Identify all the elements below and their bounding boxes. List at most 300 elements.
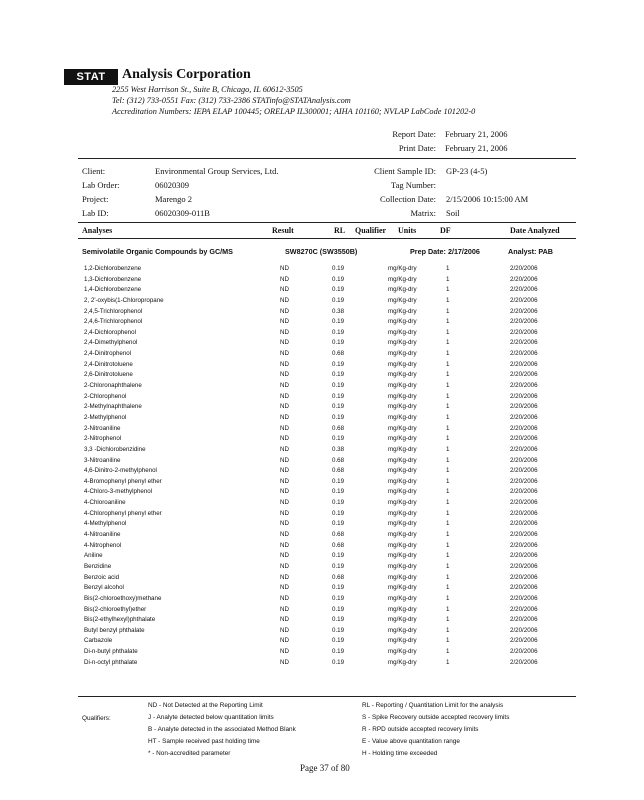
result-value: ND — [280, 445, 289, 453]
report-date-label: Report Date: — [392, 129, 436, 139]
company-name: Analysis Corporation — [122, 67, 251, 82]
client-value: Environmental Group Services, Ltd. — [155, 166, 279, 176]
col-analyses: Analyses — [82, 226, 113, 235]
table-row — [80, 349, 590, 360]
date-analyzed-value: 2/20/2006 — [510, 605, 538, 613]
project-value: Marengo 2 — [155, 194, 193, 204]
rl-value: 0.19 — [332, 648, 345, 656]
analyte-name: 2,4-Dinitrotoluene — [84, 360, 133, 368]
rl-value: 0.19 — [332, 637, 345, 645]
date-analyzed-value: 2/20/2006 — [510, 413, 538, 421]
rl-value: 0.19 — [332, 296, 345, 304]
df-value: 1 — [446, 286, 450, 294]
analyte-name: Carbazole — [84, 637, 113, 645]
rl-value: 0.19 — [332, 360, 345, 368]
units-value: mg/Kg-dry — [388, 616, 417, 624]
qualifier-h: H - Holding time exceeded — [362, 750, 438, 757]
rl-value: 0.19 — [332, 616, 345, 624]
rl-value: 0.19 — [332, 509, 345, 517]
lab-order-label: Lab Order: — [82, 180, 120, 190]
table-row — [80, 636, 590, 647]
units-value: mg/Kg-dry — [388, 499, 417, 507]
result-value: ND — [280, 584, 289, 592]
units-value: mg/Kg-dry — [388, 658, 417, 666]
rl-value: 0.68 — [332, 573, 345, 581]
date-analyzed-value: 2/20/2006 — [510, 594, 538, 602]
col-result: Result — [272, 226, 294, 235]
result-value: ND — [280, 477, 289, 485]
date-analyzed-value: 2/20/2006 — [510, 584, 538, 592]
df-value: 1 — [446, 339, 450, 347]
analyte-name: Di-n-butyl phthalate — [84, 648, 138, 656]
df-value: 1 — [446, 477, 450, 485]
divider — [78, 696, 576, 697]
table-row — [80, 264, 590, 275]
result-value: ND — [280, 637, 289, 645]
df-value: 1 — [446, 360, 450, 368]
df-value: 1 — [446, 435, 450, 443]
analyte-name: 4-Chloro-3-methylphenol — [84, 488, 153, 496]
analyte-name: 4-Chloroaniline — [84, 499, 126, 507]
df-value: 1 — [446, 648, 450, 656]
result-value: ND — [280, 531, 289, 539]
rl-value: 0.68 — [332, 456, 345, 464]
qualifier-nd: ND - Not Detected at the Reporting Limit — [148, 702, 263, 709]
collection-date-label: Collection Date: — [380, 194, 436, 204]
collection-date-value: 2/15/2006 10:15:00 AM — [446, 194, 529, 204]
client-label: Client: — [82, 166, 106, 176]
analyte-name: 2-Nitrophenol — [84, 435, 122, 443]
df-value: 1 — [446, 594, 450, 602]
df-value: 1 — [446, 552, 450, 560]
table-row — [80, 530, 590, 541]
table-row — [80, 477, 590, 488]
result-value: ND — [280, 435, 289, 443]
col-units: Units — [398, 226, 417, 235]
df-value: 1 — [446, 296, 450, 304]
df-value: 1 — [446, 350, 450, 358]
method-code: SW8270C (SW3550B) — [285, 247, 358, 256]
analyst: Analyst: PAB — [508, 247, 553, 256]
df-value: 1 — [446, 562, 450, 570]
df-value: 1 — [446, 584, 450, 592]
rl-value: 0.19 — [332, 658, 345, 666]
units-value: mg/Kg-dry — [388, 573, 417, 581]
date-analyzed-value: 2/20/2006 — [510, 616, 538, 624]
df-value: 1 — [446, 382, 450, 390]
qualifier-rl: RL - Reporting / Quantitation Limit for the analysis — [362, 702, 504, 709]
table-row — [80, 466, 590, 477]
units-value: mg/Kg-dry — [388, 456, 417, 464]
rl-value: 0.68 — [332, 350, 345, 358]
rl-value: 0.19 — [332, 584, 345, 592]
analyte-name: Benzyl alcohol — [84, 584, 124, 592]
table-row — [80, 519, 590, 530]
result-value: ND — [280, 626, 289, 634]
date-analyzed-value: 2/20/2006 — [510, 626, 538, 634]
analyte-name: 2-Methylphenol — [84, 413, 127, 421]
rl-value: 0.68 — [332, 541, 345, 549]
result-value: ND — [280, 371, 289, 379]
result-value: ND — [280, 552, 289, 560]
result-value: ND — [280, 509, 289, 517]
analyte-name: 1,3-Dichlorobenzene — [84, 275, 142, 283]
table-row — [80, 487, 590, 498]
df-value: 1 — [446, 467, 450, 475]
date-analyzed-value: 2/20/2006 — [510, 296, 538, 304]
result-value: ND — [280, 265, 289, 272]
lab-id-label: Lab ID: — [82, 208, 109, 218]
table-row — [80, 402, 590, 413]
units-value: mg/Kg-dry — [388, 488, 417, 496]
units-value: mg/Kg-dry — [388, 648, 417, 656]
units-value: mg/Kg-dry — [388, 477, 417, 485]
df-value: 1 — [446, 392, 450, 400]
result-value: ND — [280, 328, 289, 336]
date-analyzed-value: 2/20/2006 — [510, 477, 538, 485]
date-analyzed-value: 2/20/2006 — [510, 328, 538, 336]
analyte-name: 1,4-Dichlorobenzene — [84, 286, 142, 294]
result-value: ND — [280, 658, 289, 666]
table-row — [80, 328, 590, 339]
accreditation-numbers: Accreditation Numbers: IEPA ELAP 100445; ORELAP IL300001; AIHA 101160; NVLAP LabCode 101202-0 — [112, 107, 476, 116]
rl-value: 0.19 — [332, 286, 345, 294]
date-analyzed-value: 2/20/2006 — [510, 573, 538, 581]
analyte-name: 3,3 -Dichlorobenzidine — [84, 445, 146, 453]
date-analyzed-value: 2/20/2006 — [510, 467, 538, 475]
rl-value: 0.19 — [332, 413, 345, 421]
report-date: February 21, 2006 — [445, 129, 508, 139]
date-analyzed-value: 2/20/2006 — [510, 435, 538, 443]
company-address: 2255 West Harrison St., Suite B, Chicago, IL 60612-3505 — [112, 85, 303, 94]
rl-value: 0.38 — [332, 445, 345, 453]
table-row — [80, 392, 590, 403]
units-value: mg/Kg-dry — [388, 371, 417, 379]
rl-value: 0.19 — [332, 339, 345, 347]
rl-value: 0.19 — [332, 488, 345, 496]
analyte-name: Di-n-octyl phthalate — [84, 658, 138, 666]
date-analyzed-value: 2/20/2006 — [510, 552, 538, 560]
analyte-name: 2,4-Dinitrophenol — [84, 350, 132, 358]
result-value: ND — [280, 467, 289, 475]
rl-value: 0.19 — [332, 435, 345, 443]
df-value: 1 — [446, 456, 450, 464]
df-value: 1 — [446, 328, 450, 336]
divider — [78, 222, 576, 223]
analyte-name: 3-Nitroaniline — [84, 456, 121, 464]
units-value: mg/Kg-dry — [388, 403, 417, 411]
result-value: ND — [280, 520, 289, 528]
analyte-name: 4,6-Dinitro-2-methylphenol — [84, 467, 157, 475]
table-row — [80, 551, 590, 562]
analyte-name: Bis(2-ethylhexyl)phthalate — [84, 616, 156, 624]
units-value: mg/Kg-dry — [388, 296, 417, 304]
table-row — [80, 424, 590, 435]
rl-value: 0.19 — [332, 328, 345, 336]
date-analyzed-value: 2/20/2006 — [510, 339, 538, 347]
units-value: mg/Kg-dry — [388, 307, 417, 315]
rl-value: 0.19 — [332, 552, 345, 560]
units-value: mg/Kg-dry — [388, 541, 417, 549]
analyte-name: 2,4-Dimethylphenol — [84, 339, 138, 347]
rl-value: 0.19 — [332, 605, 345, 613]
analyte-name: 2-Nitroaniline — [84, 424, 121, 432]
table-row — [80, 275, 590, 286]
rl-value: 0.19 — [332, 477, 345, 485]
date-analyzed-value: 2/20/2006 — [510, 541, 538, 549]
analyte-name: Bis(2-chloroethyl)ether — [84, 605, 147, 613]
df-value: 1 — [446, 520, 450, 528]
rl-value: 0.19 — [332, 275, 345, 283]
date-analyzed-value: 2/20/2006 — [510, 520, 538, 528]
result-value: ND — [280, 296, 289, 304]
units-value: mg/Kg-dry — [388, 339, 417, 347]
table-row — [80, 434, 590, 445]
df-value: 1 — [446, 424, 450, 432]
date-analyzed-value: 2/20/2006 — [510, 318, 538, 326]
rl-value: 0.38 — [332, 307, 345, 315]
units-value: mg/Kg-dry — [388, 265, 417, 272]
rl-value: 0.19 — [332, 371, 345, 379]
df-value: 1 — [446, 275, 450, 283]
analyte-name: 4-Bromophenyl phenyl ether — [84, 477, 162, 485]
units-value: mg/Kg-dry — [388, 605, 417, 613]
print-date-label: Print Date: — [398, 143, 436, 153]
col-df: DF — [440, 226, 451, 235]
result-value: ND — [280, 456, 289, 464]
date-analyzed-value: 2/20/2006 — [510, 509, 538, 517]
units-value: mg/Kg-dry — [388, 382, 417, 390]
date-analyzed-value: 2/20/2006 — [510, 499, 538, 507]
units-value: mg/Kg-dry — [388, 413, 417, 421]
result-value: ND — [280, 392, 289, 400]
result-value: ND — [280, 339, 289, 347]
result-value: ND — [280, 403, 289, 411]
rl-value: 0.19 — [332, 520, 345, 528]
result-value: ND — [280, 424, 289, 432]
result-value: ND — [280, 648, 289, 656]
divider — [78, 158, 576, 159]
table-row — [80, 307, 590, 318]
units-value: mg/Kg-dry — [388, 509, 417, 517]
result-value: ND — [280, 307, 289, 315]
date-analyzed-value: 2/20/2006 — [510, 286, 538, 294]
date-analyzed-value: 2/20/2006 — [510, 456, 538, 464]
matrix-value: Soil — [446, 208, 460, 218]
table-row — [80, 626, 590, 637]
table-row — [80, 285, 590, 296]
method-title: Semivolatile Organic Compounds by GC/MS — [82, 247, 233, 256]
df-value: 1 — [446, 413, 450, 421]
units-value: mg/Kg-dry — [388, 328, 417, 336]
analyte-name: 2,4,5-Trichlorophenol — [84, 307, 143, 315]
date-analyzed-value: 2/20/2006 — [510, 350, 538, 358]
table-row — [80, 583, 590, 594]
table-row — [80, 445, 590, 456]
table-row — [80, 413, 590, 424]
units-value: mg/Kg-dry — [388, 360, 417, 368]
units-value: mg/Kg-dry — [388, 435, 417, 443]
units-value: mg/Kg-dry — [388, 531, 417, 539]
units-value: mg/Kg-dry — [388, 275, 417, 283]
qualifier-star: * - Non-accredited parameter — [148, 750, 231, 757]
qualifier-j: J - Analyte detected below quantitation limits — [148, 714, 274, 721]
matrix-label: Matrix: — [410, 208, 436, 218]
table-row — [80, 594, 590, 605]
analyte-name: 2-Methylnaphthalene — [84, 403, 142, 411]
date-analyzed-value: 2/20/2006 — [510, 562, 538, 570]
df-value: 1 — [446, 541, 450, 549]
analyte-name: Aniline — [84, 552, 103, 560]
df-value: 1 — [446, 265, 450, 272]
units-value: mg/Kg-dry — [388, 552, 417, 560]
table-row — [80, 296, 590, 307]
table-row — [80, 605, 590, 616]
results-table — [80, 264, 590, 668]
units-value: mg/Kg-dry — [388, 350, 417, 358]
analyte-name: 4-Chlorophenyl phenyl ether — [84, 509, 162, 517]
date-analyzed-value: 2/20/2006 — [510, 392, 538, 400]
df-value: 1 — [446, 605, 450, 613]
table-row — [80, 573, 590, 584]
analyte-name: 2,4,6-Trichlorophenol — [84, 318, 143, 326]
table-row — [80, 338, 590, 349]
table-row — [80, 658, 590, 669]
df-value: 1 — [446, 488, 450, 496]
date-analyzed-value: 2/20/2006 — [510, 637, 538, 645]
page-number: Page 37 of 80 — [300, 763, 350, 773]
df-value: 1 — [446, 509, 450, 517]
result-value: ND — [280, 594, 289, 602]
table-row — [80, 509, 590, 520]
result-value: ND — [280, 488, 289, 496]
project-label: Project: — [82, 194, 109, 204]
df-value: 1 — [446, 403, 450, 411]
table-row — [80, 456, 590, 467]
qualifier-e: E - Value above quantitation range — [362, 738, 460, 745]
rl-value: 0.68 — [332, 424, 345, 432]
table-row — [80, 317, 590, 328]
analyte-name: 4-Nitrophenol — [84, 541, 122, 549]
analyte-name: 2-Chloronaphthalene — [84, 382, 142, 390]
units-value: mg/Kg-dry — [388, 637, 417, 645]
result-value: ND — [280, 286, 289, 294]
units-value: mg/Kg-dry — [388, 445, 417, 453]
qualifier-s: S - Spike Recovery outside accepted recovery limits — [362, 714, 510, 721]
analyte-name: 4-Methylphenol — [84, 520, 127, 528]
col-date-analyzed: Date Analyzed — [510, 226, 560, 235]
divider — [78, 238, 576, 239]
result-value: ND — [280, 318, 289, 326]
result-value: ND — [280, 605, 289, 613]
qualifier-b: B - Analyte detected in the associated Method Blank — [148, 726, 296, 733]
df-value: 1 — [446, 318, 450, 326]
date-analyzed-value: 2/20/2006 — [510, 265, 538, 272]
col-rl: RL — [334, 226, 346, 235]
result-value: ND — [280, 573, 289, 581]
date-analyzed-value: 2/20/2006 — [510, 307, 538, 315]
table-row — [80, 381, 590, 392]
date-analyzed-value: 2/20/2006 — [510, 488, 538, 496]
df-value: 1 — [446, 445, 450, 453]
qualifier-ht: HT - Sample received past holding time — [148, 738, 260, 745]
units-value: mg/Kg-dry — [388, 562, 417, 570]
result-value: ND — [280, 413, 289, 421]
analyte-name: Bis(2-chloroethoxy)methane — [84, 594, 162, 602]
col-qualifier: Qualifier — [355, 226, 387, 235]
tag-number-label: Tag Number: — [391, 180, 436, 190]
result-value: ND — [280, 275, 289, 283]
df-value: 1 — [446, 637, 450, 645]
date-analyzed-value: 2/20/2006 — [510, 275, 538, 283]
units-value: mg/Kg-dry — [388, 467, 417, 475]
units-value: mg/Kg-dry — [388, 392, 417, 400]
rl-value: 0.19 — [332, 318, 345, 326]
date-analyzed-value: 2/20/2006 — [510, 445, 538, 453]
date-analyzed-value: 2/20/2006 — [510, 360, 538, 368]
result-value: ND — [280, 541, 289, 549]
units-value: mg/Kg-dry — [388, 286, 417, 294]
table-row — [80, 498, 590, 509]
prep-date: Prep Date: 2/17/2006 — [410, 247, 480, 256]
result-value: ND — [280, 562, 289, 570]
df-value: 1 — [446, 658, 450, 666]
analyte-name: 2, 2'-oxybis(1-Chloropropane — [84, 296, 164, 304]
result-value: ND — [280, 382, 289, 390]
rl-value: 0.19 — [332, 382, 345, 390]
table-row — [80, 615, 590, 626]
df-value: 1 — [446, 531, 450, 539]
analyte-name: Benzoic acid — [84, 573, 120, 581]
company-contact: Tel: (312) 733-0551 Fax: (312) 733-2386 STATinfo@STATAnalysis.com — [112, 96, 351, 105]
units-value: mg/Kg-dry — [388, 584, 417, 592]
client-sample-id-value: GP-23 (4-5) — [446, 166, 488, 176]
qualifier-r: R - RPD outside accepted recovery limits — [362, 726, 479, 733]
units-value: mg/Kg-dry — [388, 424, 417, 432]
result-value: ND — [280, 616, 289, 624]
lab-id-value: 06020309-011B — [155, 208, 210, 218]
rl-value: 0.19 — [332, 562, 345, 570]
lab-order-value: 06020309 — [155, 180, 189, 190]
df-value: 1 — [446, 626, 450, 634]
date-analyzed-value: 2/20/2006 — [510, 424, 538, 432]
print-date: February 21, 2006 — [445, 143, 508, 153]
rl-value: 0.19 — [332, 626, 345, 634]
rl-value: 0.68 — [332, 467, 345, 475]
rl-value: 0.19 — [332, 403, 345, 411]
rl-value: 0.68 — [332, 531, 345, 539]
table-row — [80, 562, 590, 573]
units-value: mg/Kg-dry — [388, 626, 417, 634]
date-analyzed-value: 2/20/2006 — [510, 371, 538, 379]
df-value: 1 — [446, 573, 450, 581]
analyte-name: Benzidine — [84, 562, 112, 570]
units-value: mg/Kg-dry — [388, 594, 417, 602]
client-sample-id-label: Client Sample ID: — [374, 166, 436, 176]
df-value: 1 — [446, 371, 450, 379]
analyte-name: 2,6-Dinitrotoluene — [84, 371, 133, 379]
analyte-name: 2-Chlorophenol — [84, 392, 127, 400]
date-analyzed-value: 2/20/2006 — [510, 531, 538, 539]
table-row — [80, 647, 590, 658]
units-value: mg/Kg-dry — [388, 520, 417, 528]
analyte-name: 4-Nitroaniline — [84, 531, 121, 539]
date-analyzed-value: 2/20/2006 — [510, 658, 538, 666]
units-value: mg/Kg-dry — [388, 318, 417, 326]
table-row — [80, 360, 590, 371]
df-value: 1 — [446, 499, 450, 507]
date-analyzed-value: 2/20/2006 — [510, 648, 538, 656]
